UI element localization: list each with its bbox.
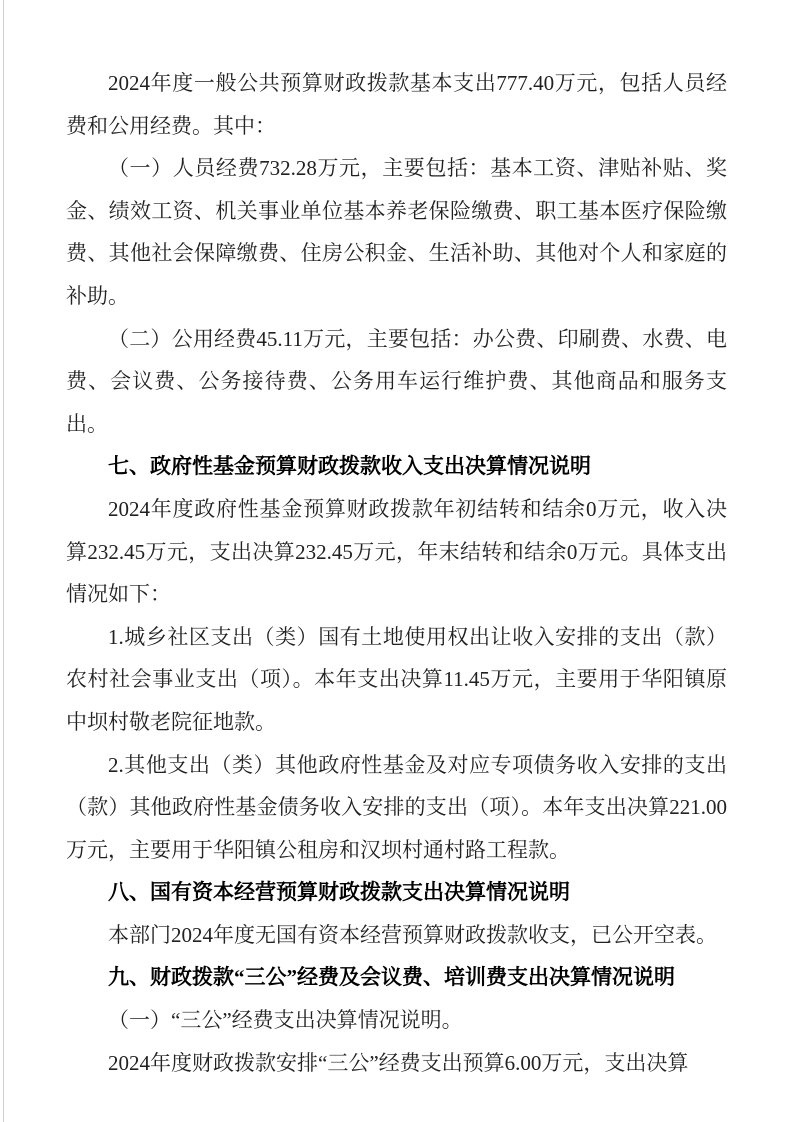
heading-section-7-gov-fund-budget: 七、政府性基金预算财政拨款收入支出决算情况说明	[108, 454, 591, 479]
heading-section-9-three-public-funds: 九、财政拨款“三公”经费及会议费、培训费支出决算情况说明	[108, 965, 675, 990]
para-item-2-other-expenditure: 2.其他支出（类）其他政府性基金及对应专项债务收入安排的支出（款）其他政府性基金债务收入安排的支出（项）。本年支出决算221.00万元，主要用于华阳镇公租房和汉坝村通村路工程款。	[66, 752, 727, 862]
para-item-1-urban-rural-community: 1.城乡社区支出（类）国有土地使用权出让收入安排的支出（款）农村社会事业支出（项）。本年支出决算11.45万元，主要用于华阳镇原中坝村敬老院征地款。	[66, 624, 727, 734]
para-personnel-funds: （一）人员经费732.28万元，主要包括：基本工资、津贴补贴、奖金、绩效工资、机关事业单位基本养老保险缴费、职工基本医疗保险缴费、其他社会保障缴费、住房公积金、生活补助、其他对个人和家庭的补助。	[66, 156, 727, 308]
para-three-public-budget-amount: 2024年度财政拨款安排“三公”经费支出预算6.00万元，支出决算	[108, 1050, 689, 1075]
para-gov-fund-budget-overview: 2024年度政府性基金预算财政拨款年初结转和结余0万元，收入决算232.45万元，支出决算232.45万元，年末结转和结余0万元。具体支出情况如下：	[66, 496, 727, 607]
para-state-capital-empty-table: 本部门2024年度无国有资本经营预算财政拨款收支，已公开空表。	[108, 922, 717, 947]
para-three-public-note: （一）“三公”经费支出决算情况说明。	[108, 1008, 463, 1033]
scan-artifact-line	[3, 0, 4, 1122]
document-body	[66, 62, 727, 1084]
heading-section-8-state-capital: 八、国有资本经营预算财政拨款支出决算情况说明	[108, 880, 570, 905]
para-public-funds: （二）公用经费45.11万元，主要包括：办公费、印刷费、水费、电费、会议费、公务接待费、公务用车运行维护费、其他商品和服务支出。	[66, 326, 727, 436]
para-general-budget-basic-expenditure: 2024年度一般公共预算财政拨款基本支出777.40万元，包括人员经费和公用经费。其中：	[66, 71, 727, 138]
